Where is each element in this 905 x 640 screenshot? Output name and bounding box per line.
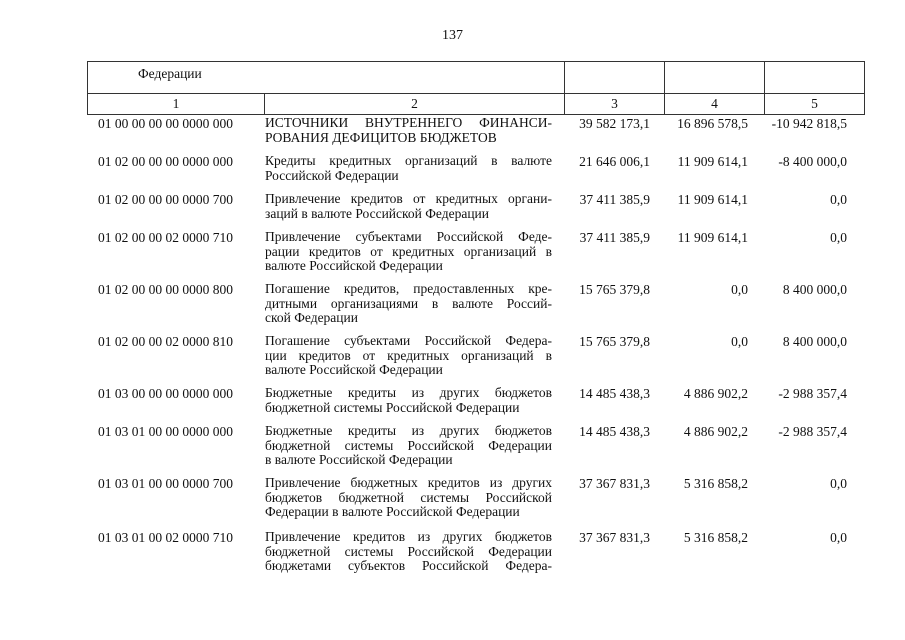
row-code: 01 02 00 00 00 0000 000 (98, 154, 233, 169)
row-name-line: Федерации в валюте Российской Федерации (265, 504, 520, 519)
row-name-line: Бюджетные кредиты из других бюджетов (265, 385, 552, 400)
row-name-line: Привлечение кредитов из других бюджетов (265, 529, 552, 544)
row-name-line: ИСТОЧНИКИ ВНУТРЕННЕГО ФИНАНСИ- (265, 115, 552, 130)
row-name (257, 230, 552, 274)
row-value-col3: 37 367 831,3 (579, 530, 650, 545)
row-name-line: Привлечение субъектами Российской Феде- (265, 229, 552, 244)
row-value-col5: -2 988 357,4 (778, 424, 847, 439)
table-header (87, 61, 865, 115)
table-row (87, 424, 867, 468)
row-value-col4: 5 316 858,2 (683, 530, 748, 545)
row-value-col3: 37 367 831,3 (579, 476, 650, 491)
table-row (87, 386, 867, 415)
table-row (87, 476, 867, 520)
row-code: 01 00 00 00 00 0000 000 (98, 116, 233, 131)
row-name-line: Погашение субъектами Российской Федера- (265, 333, 552, 348)
row-name-line: рации кредитов от кредитных организаций в (265, 243, 552, 259)
row-name (257, 386, 552, 415)
row-name (257, 192, 552, 221)
row-value-col5: -8 400 000,0 (778, 154, 847, 169)
row-name-line: дитными организациями в валюте Россий- (265, 295, 552, 311)
row-name-line: ции кредитов от кредитных организаций в (265, 347, 552, 363)
row-name-line: бюджетной системы Российской Федерации (265, 399, 520, 415)
column-number-4: 4 (665, 94, 765, 115)
row-code: 01 03 00 00 00 0000 000 (98, 386, 233, 401)
row-name (257, 334, 552, 378)
row-name-line: Погашение кредитов, предоставленных кре- (265, 281, 552, 296)
row-name-line: бюджетов бюджетной системы Российской (265, 489, 552, 505)
row-name-line: валюте Российской Федерации (265, 258, 443, 273)
row-value-col4: 4 886 902,2 (683, 386, 748, 401)
row-name-line: ской Федерации (265, 310, 358, 325)
column-number-2: 2 (265, 94, 565, 115)
row-code: 01 03 01 00 00 0000 700 (98, 476, 233, 491)
table-row (87, 192, 867, 221)
row-value-col5: -10 942 818,5 (771, 116, 847, 131)
row-value-col4: 11 909 614,1 (677, 154, 748, 169)
row-code: 01 02 00 00 02 0000 810 (98, 334, 233, 349)
row-name (257, 424, 552, 468)
row-value-col3: 14 485 438,3 (579, 386, 650, 401)
row-value-col3: 37 411 385,9 (579, 230, 650, 245)
row-value-col3: 39 582 173,1 (579, 116, 650, 131)
row-name-line: Российской Федерации (265, 167, 399, 183)
row-value-col5: 8 400 000,0 (782, 334, 847, 349)
header-cell (765, 62, 865, 94)
row-name (257, 530, 552, 574)
column-number-5: 5 (765, 94, 865, 115)
row-value-col3: 15 765 379,8 (579, 282, 650, 297)
row-value-col5: 0,0 (830, 230, 847, 245)
row-value-col3: 21 646 006,1 (579, 154, 650, 169)
header-cell (665, 62, 765, 94)
continued-header-row (88, 62, 865, 94)
table-row (87, 530, 867, 574)
row-value-col3: 15 765 379,8 (579, 334, 650, 349)
row-code: 01 03 01 00 00 0000 000 (98, 424, 233, 439)
column-number-3: 3 (565, 94, 665, 115)
table-row (87, 154, 867, 183)
row-name-line: Привлечение бюджетных кредитов из других (265, 475, 552, 490)
row-value-col4: 0,0 (731, 334, 748, 349)
row-name-line: Привлечение кредитов от кредитных органи- (265, 191, 552, 206)
row-name (257, 282, 552, 326)
row-value-col5: -2 988 357,4 (778, 386, 847, 401)
table-row (87, 230, 867, 274)
row-value-col4: 5 316 858,2 (683, 476, 748, 491)
page-number: 137 (442, 28, 463, 43)
table-row (87, 282, 867, 326)
table-row (87, 334, 867, 378)
row-value-col3: 14 485 438,3 (579, 424, 650, 439)
row-name (257, 116, 552, 145)
row-code: 01 02 00 00 02 0000 710 (98, 230, 233, 245)
row-name-line: Кредиты кредитных организаций в валюте (265, 153, 552, 168)
row-value-col5: 0,0 (830, 530, 847, 545)
row-name-line: валюте Российской Федерации (265, 362, 443, 377)
continued-label: Федерации (88, 62, 565, 94)
row-name-line: заций в валюте Российской Федерации (265, 205, 490, 221)
row-value-col4: 4 886 902,2 (683, 424, 748, 439)
row-name (257, 476, 552, 520)
row-name-line: бюджетами субъектов Российской Федера- (265, 558, 552, 573)
row-value-col4: 0,0 (731, 282, 748, 297)
row-code: 01 03 01 00 02 0000 710 (98, 530, 233, 545)
row-value-col4: 11 909 614,1 (677, 230, 748, 245)
row-value-col3: 37 411 385,9 (579, 192, 650, 207)
column-number-row (88, 94, 865, 115)
row-name-line: в валюте Российской Федерации (265, 452, 453, 467)
row-code: 01 02 00 00 00 0000 800 (98, 282, 233, 297)
row-name-line: РОВАНИЯ ДЕФИЦИТОВ БЮДЖЕТОВ (265, 129, 497, 145)
row-name-line: Бюджетные кредиты из других бюджетов (265, 423, 552, 438)
row-value-col5: 0,0 (830, 476, 847, 491)
row-name (257, 154, 552, 183)
row-name-line: бюджетной системы Российской Федерации (265, 543, 552, 559)
column-number-1: 1 (88, 94, 265, 115)
row-value-col5: 8 400 000,0 (782, 282, 847, 297)
row-value-col4: 11 909 614,1 (677, 192, 748, 207)
header-cell (565, 62, 665, 94)
table-row (87, 116, 867, 145)
row-value-col4: 16 896 578,5 (677, 116, 748, 131)
row-name-line: бюджетной системы Российской Федерации (265, 437, 552, 453)
row-value-col5: 0,0 (830, 192, 847, 207)
row-code: 01 02 00 00 00 0000 700 (98, 192, 233, 207)
